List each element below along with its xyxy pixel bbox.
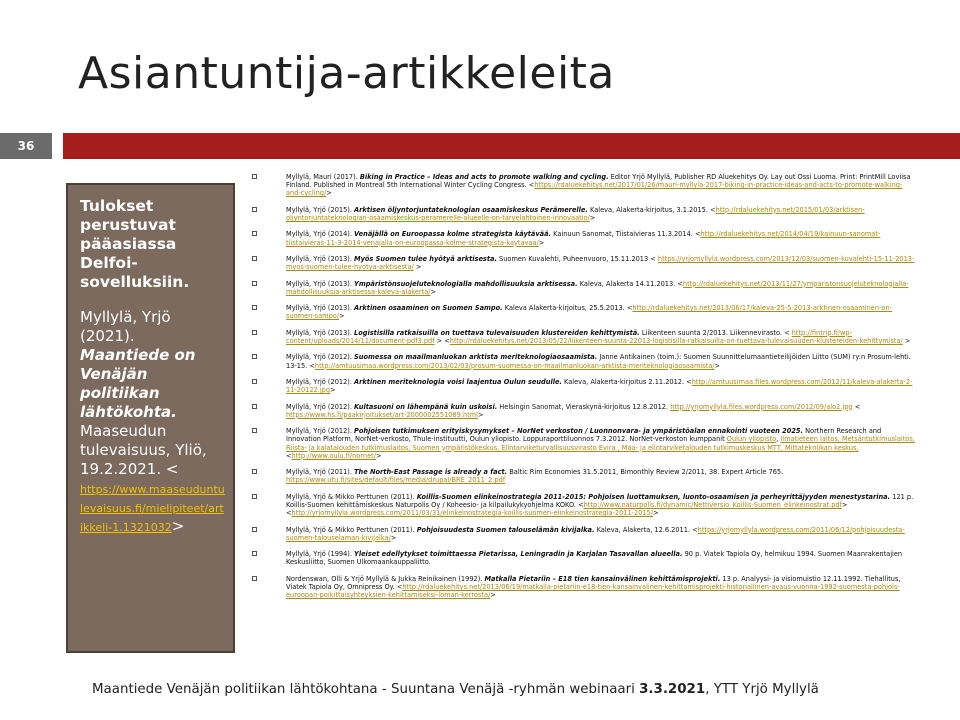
reference-link[interactable]: http://rdaluekehitys.net/2013/05/22/liikenteen-suunta-22013-logistisilla-ratkaisuilla-on-tuettava-tulevaisuuden-klustereiden-kehittymista/ <box>449 336 903 345</box>
page-number: 36 <box>0 133 52 159</box>
reference-close: > <box>653 509 659 518</box>
reference-item <box>252 329 917 345</box>
reference-close: > <box>413 263 422 272</box>
reference-author: Myllylä, Yrjö (2015). <box>286 205 355 214</box>
summary-citation <box>80 308 225 536</box>
reference-title: Koillis-Suomen elinkeinostrategia 2011-2015: Pohjoisen luottamuksen, luonto-osaamisen ja perheyrittäjyyden menestystarina. <box>416 492 891 501</box>
reference-title: Myös Suomen tulee hyötyä arktisesta. <box>354 254 497 263</box>
reference-separator: > < <box>286 500 848 518</box>
reference-detail: Suomen Kuvalehti, Puheenvuoro, 15.11.2013 < <box>496 254 658 263</box>
square-bullet-icon <box>252 207 257 212</box>
square-bullet-icon <box>252 281 257 286</box>
reference-item <box>252 468 917 484</box>
square-bullet-icon <box>252 231 257 236</box>
reference-link[interactable]: Ilmatieteen laitos, Metsäntutkimuslaitos, Riista- ja kalatalouden tutkimuslaitos, Suomen ympäristökeskus, Elintarviketurvallisuusvirasto Evira , Maa- ja elintarviketalouden tutkimuskeskus MTT, Mittatekniikan keskus, <box>286 435 915 452</box>
summary-link[interactable]: https://www.maaseuduntulevaisuus.fi/mielipiteet/artikkeli-1.1321032 <box>80 483 225 534</box>
reference-detail: 121 p. Koillis-Suomen kehittämiskeskus Naturpolis Oy / Koheesio- ja kilpailukykyohjelma KOKO. < <box>286 492 914 509</box>
reference-link[interactable]: https://yrjomyllyla.wordpress.com/2013/12/03/suomen-kuvalehti-15-11-2013-myos-suomen-tulee-hyotya-arktisesta/ <box>286 254 915 272</box>
square-bullet-icon <box>252 174 257 179</box>
reference-link[interactable]: http://amtuusimaa.files.wordpress.com/2012/11/kaleva-alakerta-2-11-20122.jpg <box>286 377 913 395</box>
reference-detail: Kainuun Sanomat, Tiistaivieras 11.3.2014. < <box>551 230 701 239</box>
reference-link[interactable]: https://yrjomyllyla.wordpress.com/2011/06/12/pohjoisuudesta-suomen-talouselaman-kivijalka/ <box>286 525 905 542</box>
reference-title: Matkalla Pietariin – E18 tien kansainvälinen kehittämisprojekti. <box>484 574 721 583</box>
reference-link[interactable]: http://fintrip.fi/wp-content/uploads/2014/11/document-pdf3.pdf <box>286 328 852 345</box>
reference-close: > <box>902 336 911 345</box>
reference-item <box>252 206 917 222</box>
square-bullet-icon <box>252 330 257 335</box>
reference-title: Kultasuoni on lähempänä kuin uskoisi. <box>354 402 498 411</box>
reference-link[interactable]: http://rdaluekehitys.net/2015/01/03/arktisen-oljyntorjuntateknologian-osaamiskeskus-peramerelle-alueelle-on-tarvelahtoinen-innovaatio/ <box>286 205 865 222</box>
reference-author: Myllylä, Yrjö (2012). <box>286 353 355 362</box>
summary-close: > <box>171 517 185 535</box>
square-bullet-icon <box>252 256 257 261</box>
reference-author: Myllylä, Yrjö (2013). <box>286 279 355 288</box>
reference-author: Myllylä, Yrjö (2012). <box>286 402 355 411</box>
reference-author: Myllylä, Yrjö (2013). <box>286 304 355 313</box>
reference-title: Venäjällä on Euroopassa kolme strategista käytävää. <box>354 230 552 239</box>
footer-date: 3.3.2021 <box>639 682 706 697</box>
reference-title: Ympäristönsuojeluteknologialla mahdollisuuksia arktisessa. <box>354 279 578 288</box>
square-bullet-icon <box>252 551 257 556</box>
square-bullet-icon <box>252 494 257 499</box>
square-bullet-icon <box>252 428 257 433</box>
reference-link[interactable]: https://www.hs.fi/paakirjoitukset/art-2000002551089.html <box>286 410 478 419</box>
reference-author: Myllylä, Yrjö & Mikko Perttunen (2011). <box>286 525 417 534</box>
reference-detail: Liikenteen suunta 2/2013. Liikennevirasto. < <box>639 328 792 337</box>
reference-detail: 13 p. Analyysi- ja visiomuistio 12.11.1992. Tiehallitus, Viatek Tapiola Oy, Omnipress Oy. < <box>286 574 901 591</box>
reference-close: > <box>390 533 397 542</box>
summary-box <box>66 183 235 653</box>
reference-link[interactable]: http://amtuusimaa.wordpress.com/2013/02/03/prosum-suomessa-on-maailmanluokan-arktista-meriteknologiaosaamista/ <box>314 361 715 370</box>
reference-author: Myllylä, Yrjö & Mikko Perttunen (2011). <box>286 492 417 501</box>
reference-detail: Helsingin Sanomat, Vieraskynä-kirjoitus 12.8.2012. <box>497 402 671 411</box>
reference-item <box>252 526 917 542</box>
reference-item <box>252 403 917 419</box>
reference-link[interactable]: http://www.oulu.fi/nornet/ <box>291 451 376 460</box>
reference-title: Biking in Practice – Ideas and acts to promote walking and cycling. <box>359 173 609 181</box>
reference-author: Myllylä, Yrjö (2011). <box>286 468 355 477</box>
reference-detail: Kaleva, Alakerta 14.11.2013. < <box>577 279 683 288</box>
square-bullet-icon <box>252 527 257 532</box>
title-accent-bar <box>63 133 960 159</box>
reference-item <box>252 230 917 246</box>
reference-separator: < <box>852 402 861 411</box>
reference-author: Myllylä, Yrjö (2013). <box>286 328 355 337</box>
reference-detail: 90 p. Viatek Tapiola Oy, helmikuu 1994. Suomen Maanrakentajien Keskusliitto, Suomen Ulkomaankauppaliitto. <box>286 550 903 567</box>
reference-link[interactable]: http://yrjomyllyla.wordpress.com/2011/03/31/elinkeinostrategia-koillis-suomen-elinkeinostrategia-2011-2015/ <box>291 509 654 518</box>
reference-title: Pohjoisuudesta Suomen talouselämän kivijalka. <box>416 525 595 534</box>
summary-work: Maantiede on Venäjän politiikan lähtökohta. <box>80 346 196 421</box>
reference-link[interactable]: http://rdaluekehitys.net/2013/06/19/matkalla-pietariin-e18-tien-kansainvalinen-kehittamisprojekti-historiallinen-avaus-vuonna-1992-suomesta-pohjois-euroopan-poikittaisyhteyksien-kehittamiseksi-loman-kerrosta/ <box>286 582 900 600</box>
reference-author: Myllylä, Yrjö (2013). <box>286 254 355 263</box>
reference-item <box>252 493 917 518</box>
footer-pre: Maantiede Venäjän politiikan lähtökohtana - Suuntana Venäjä -ryhmän webinaari <box>92 682 640 697</box>
reference-link[interactable]: Oulun yliopisto <box>726 435 777 444</box>
reference-detail: Kaleva, Alakerta, 12.6.2011. < <box>594 525 698 534</box>
reference-detail: Northern Research and Innovation Platform, NorNet-verkosto, Thule-instituutti, Oulun yliopisto. Loppuraporttiluonnos 7.3.2012. NorNet-verkoston kumppanit <box>286 427 882 444</box>
reference-title: The North-East Passage is already a fact. <box>354 468 508 477</box>
reference-list <box>252 173 917 663</box>
reference-title: Yleiset edellytykset toimittaessa Pietarissa, Leningradin ja Karjalan Tasavallan alueella. <box>354 550 683 559</box>
reference-item <box>252 304 917 320</box>
reference-close: > <box>714 361 721 370</box>
summary-pub: Maaseudun tulevaisuus, Yliö, 19.2.2021. < <box>80 422 207 478</box>
summary-lead: Tulokset perustuvat pääasiassa Delfoi-sovelluksiin. <box>80 197 190 291</box>
square-bullet-icon <box>252 576 257 581</box>
reference-title: Arktinen meriteknologia voisi laajentua Oulun seudulle. <box>354 377 562 386</box>
reference-author: Myllylä, Yrjö (1994). <box>286 550 355 559</box>
reference-item <box>252 173 917 198</box>
reference-item <box>252 575 917 600</box>
reference-item <box>252 280 917 296</box>
reference-close: > <box>339 312 345 321</box>
square-bullet-icon <box>252 469 257 474</box>
reference-close: > <box>538 238 545 247</box>
reference-item <box>252 378 917 394</box>
reference-separator: < <box>286 451 292 460</box>
slide-footer <box>92 682 932 697</box>
reference-separator: , <box>776 435 781 444</box>
reference-title: Pohjoisen tutkimuksen erityiskysymykset – NorNet verkoston / Luonnonvara- ja ympäristöalan ennakointi vuoteen 2025. <box>354 427 804 436</box>
square-bullet-icon <box>252 354 257 359</box>
slide-title: Asiantuntija-artikkeleita <box>78 48 615 99</box>
reference-separator: > < <box>434 336 450 345</box>
reference-detail: Baltic Rim Economies 31.5.2011, Bimonthly Review 2/2011, 38. Expert Article 765. <box>507 468 784 477</box>
reference-title: Arktinen osaaminen on Suomen Sampo. <box>354 304 503 313</box>
square-bullet-icon <box>252 379 257 384</box>
reference-author: Myllylä, Yrjö (2012). <box>286 427 355 436</box>
reference-close: > <box>589 214 596 222</box>
reference-item <box>252 427 917 460</box>
footer-post: , YTT Yrjö Myllylä <box>705 682 819 697</box>
reference-close: > <box>430 287 437 296</box>
reference-author: Nordenswan, Olli & Yrjö Myllylä & Jukka Reinikainen (1992). <box>286 574 485 583</box>
reference-detail: Kaleva Alakerta-kirjoitus, 25.5.2013. < <box>502 304 633 313</box>
reference-title: Suomessa on maailmanluokan arktista meriteknologiaosaamista. <box>354 353 598 362</box>
reference-author: Myllylä, Yrjö (2012). <box>286 377 355 386</box>
reference-author: Myllylä, Mauri (2017). <box>286 173 360 181</box>
reference-item <box>252 550 917 566</box>
reference-title: Arktisen öljyntorjuntateknologian osaamiskeskus Perämerelle. <box>354 205 588 214</box>
reference-detail: Editor Yrjö Myllylä, Publisher RD Aluekehitys Oy. Lay out Ossi Luoma. Print: PrintMill Loviisa Finland. Published in Montreal 5th International Winter Cycling Congress. < <box>286 173 911 190</box>
reference-detail: Kaleva, Alakerta-kirjoitus 2.11.2012. < <box>561 377 692 386</box>
reference-author: Myllylä, Yrjö (2014). <box>286 230 355 239</box>
summary-author: Myllylä, Yrjö (2021). <box>80 308 171 345</box>
reference-link[interactable]: http://rdaluekehitys.net/2013/06/17/kaleva-25-5-2013-arktinen-osaaminen-on-suomen-sampo/ <box>286 304 893 321</box>
reference-close: > <box>330 386 336 395</box>
reference-detail: Kaleva, Alakerta-kirjoitus, 3.1.2015. < <box>587 205 716 214</box>
reference-close: > <box>490 591 496 600</box>
reference-item <box>252 353 917 369</box>
reference-link[interactable]: http://rdaluekehitys.net/2013/11/27/ymparistonsuojeluteknologialla-mahdollisuuksia-arktisessa-kaleva-alakerta/ <box>286 279 909 296</box>
reference-item <box>252 255 917 271</box>
reference-link[interactable]: http://www.naturpolis.fi/dynamic/Nettiversio_Koillis-Suomen_elinkeinostrat.pdf <box>583 500 842 509</box>
reference-link[interactable]: https://rdaluekehitys.net/2017/01/26/mauri-myllyla-2017-biking-in-practice-ideas-and-acts-to-promote-walking-and-cycling/ <box>286 181 903 198</box>
square-bullet-icon <box>252 404 257 409</box>
reference-detail: Janne Antikainen (toim.): Suomen Suunnittelumaantieteilijöiden Liitto (SUM) ry:n Prosum-lehti. 13-15. < <box>286 353 911 370</box>
reference-close: > <box>326 189 332 198</box>
reference-link[interactable]: http://yrjomyllyla.files.wordpress.com/2012/09/alo2.jpg <box>670 402 853 411</box>
reference-close: > <box>477 410 484 419</box>
reference-close: > <box>375 451 382 460</box>
reference-title: Logistisilla ratkaisuilla on tuettava tulevaisuuden klustereiden kehittymistä. <box>354 328 640 337</box>
reference-link[interactable]: https://www.utu.fi/sites/default/files/media/drupal/BRE_2011_2.pdf <box>286 476 506 485</box>
square-bullet-icon <box>252 305 257 310</box>
reference-link[interactable]: http://rdaluekehitys.net/2014/04/19/kainuun-sanomat-tiistaivieras-11-3-2014-venajalla-on-euroopassa-kolme-strategista-kaytavaa/ <box>286 230 881 247</box>
